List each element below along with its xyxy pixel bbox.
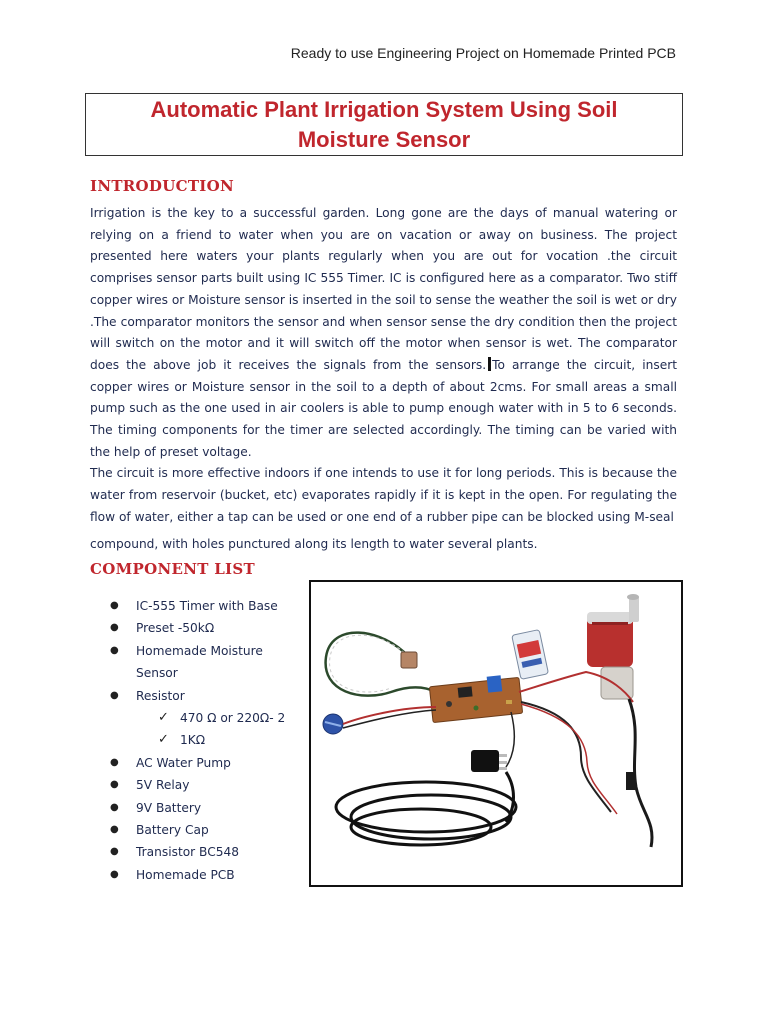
list-item bbox=[108, 752, 298, 774]
bullet-icon: ● bbox=[110, 846, 119, 858]
list-item bbox=[108, 774, 298, 796]
intro-paragraph-1b: To arrange the circuit, insert copper wires or Moisture sensor in the soil to a depth of about 2cms. For small areas a small pump such as the one used in air coolers is able to pump enough water with in 5 to 6 seconds. The timing components for the timer are selected accordingly. The timing can be varied with the help of preset voltage. bbox=[90, 357, 677, 459]
text-cursor-icon bbox=[488, 357, 491, 371]
list-item-label: IC-555 Timer with Base bbox=[136, 599, 278, 613]
title-line-1: Automatic Plant Irrigation System Using Soil bbox=[150, 96, 618, 122]
title-box bbox=[85, 93, 683, 156]
sub-list-item bbox=[158, 707, 298, 729]
component-list bbox=[108, 595, 298, 886]
introduction-heading: INTRODUCTION bbox=[90, 177, 235, 195]
page-header: Ready to use Engineering Project on Homemade Printed PCB bbox=[290, 45, 676, 61]
list-item bbox=[108, 864, 298, 886]
checkmark-icon: ✓ bbox=[158, 732, 169, 748]
intro-paragraph-1a: Irrigation is the key to a successful garden. Long gone are the days of manual watering or relying on a friend to water when you are on vacation or away on business. The project presented here waters your plants regularly when you are out for vocation .the circuit comprises sensor parts built using IC 555 Timer. IC is configured here as a comparator. Two stiff copper wires or Moisture sensor is inserted in the soil to sense the weather the soil is wet or dry .The comparator monitors the sensor and when sensor sense the dry condition then the project will switch on the motor and it will switch off the motor when sensor is wet. The comparator does the above job it receives the signals from the sensors. bbox=[90, 206, 677, 372]
battery-9v bbox=[512, 630, 549, 680]
intro-paragraph-1 bbox=[90, 203, 677, 463]
preset-knob bbox=[323, 714, 343, 734]
project-photo-illustration bbox=[311, 582, 681, 885]
bullet-icon: ● bbox=[110, 756, 119, 768]
list-item bbox=[108, 640, 298, 685]
sub-list-item bbox=[158, 729, 298, 751]
sub-list-item-label: 1KΩ bbox=[180, 733, 206, 748]
pcb-board bbox=[429, 675, 522, 722]
bullet-icon: ● bbox=[110, 801, 119, 813]
bullet-icon: ● bbox=[110, 779, 119, 791]
list-item bbox=[108, 797, 298, 819]
list-item-label: Homemade Moisture Sensor bbox=[136, 643, 263, 681]
list-item-label: AC Water Pump bbox=[136, 755, 231, 770]
bullet-icon: ● bbox=[110, 868, 119, 880]
bullet-icon: ● bbox=[110, 689, 119, 701]
list-item bbox=[108, 595, 298, 617]
document-title bbox=[104, 95, 664, 155]
list-item-label: 5V Relay bbox=[136, 778, 190, 793]
intro-paragraph-3: compound, with holes punctured along its length to water several plants. bbox=[90, 536, 538, 551]
bullet-icon: ● bbox=[110, 644, 119, 656]
bullet-icon: ● bbox=[110, 622, 119, 634]
component-list-heading: COMPONENT LIST bbox=[90, 560, 255, 578]
list-item-label: Preset -50kΩ bbox=[136, 621, 215, 636]
power-cord bbox=[336, 772, 516, 845]
sub-list-item-label: 470 Ω or 220Ω- 2 bbox=[180, 711, 286, 726]
list-item-label: Transistor BC548 bbox=[136, 845, 239, 860]
list-item bbox=[108, 819, 298, 841]
moisture-sensor bbox=[401, 652, 417, 668]
project-photo bbox=[309, 580, 683, 887]
resistor-sublist bbox=[136, 707, 298, 752]
list-item-label: Resistor bbox=[136, 688, 185, 703]
title-line-2: Moisture Sensor bbox=[297, 126, 471, 152]
list-item-label: 9V Battery bbox=[136, 800, 202, 815]
introduction-body bbox=[90, 203, 677, 555]
list-item bbox=[108, 685, 298, 752]
checkmark-icon: ✓ bbox=[158, 710, 169, 726]
list-item-label: Battery Cap bbox=[136, 823, 209, 838]
list-item bbox=[108, 841, 298, 863]
list-item-label: Homemade PCB bbox=[136, 867, 235, 882]
power-plug bbox=[471, 750, 507, 772]
list-item bbox=[108, 617, 298, 639]
bullet-icon: ● bbox=[110, 600, 119, 611]
intro-paragraph-2: The circuit is more effective indoors if one intends to use it for long periods. This is because the water from reservoir (bucket, etc) evaporates rapidly if it is kept in the open. For regulating the flow of water, either a tap can be used or one end of a rubber pipe can be blocked using M-seal bbox=[90, 466, 677, 524]
bullet-icon: ● bbox=[110, 824, 119, 836]
